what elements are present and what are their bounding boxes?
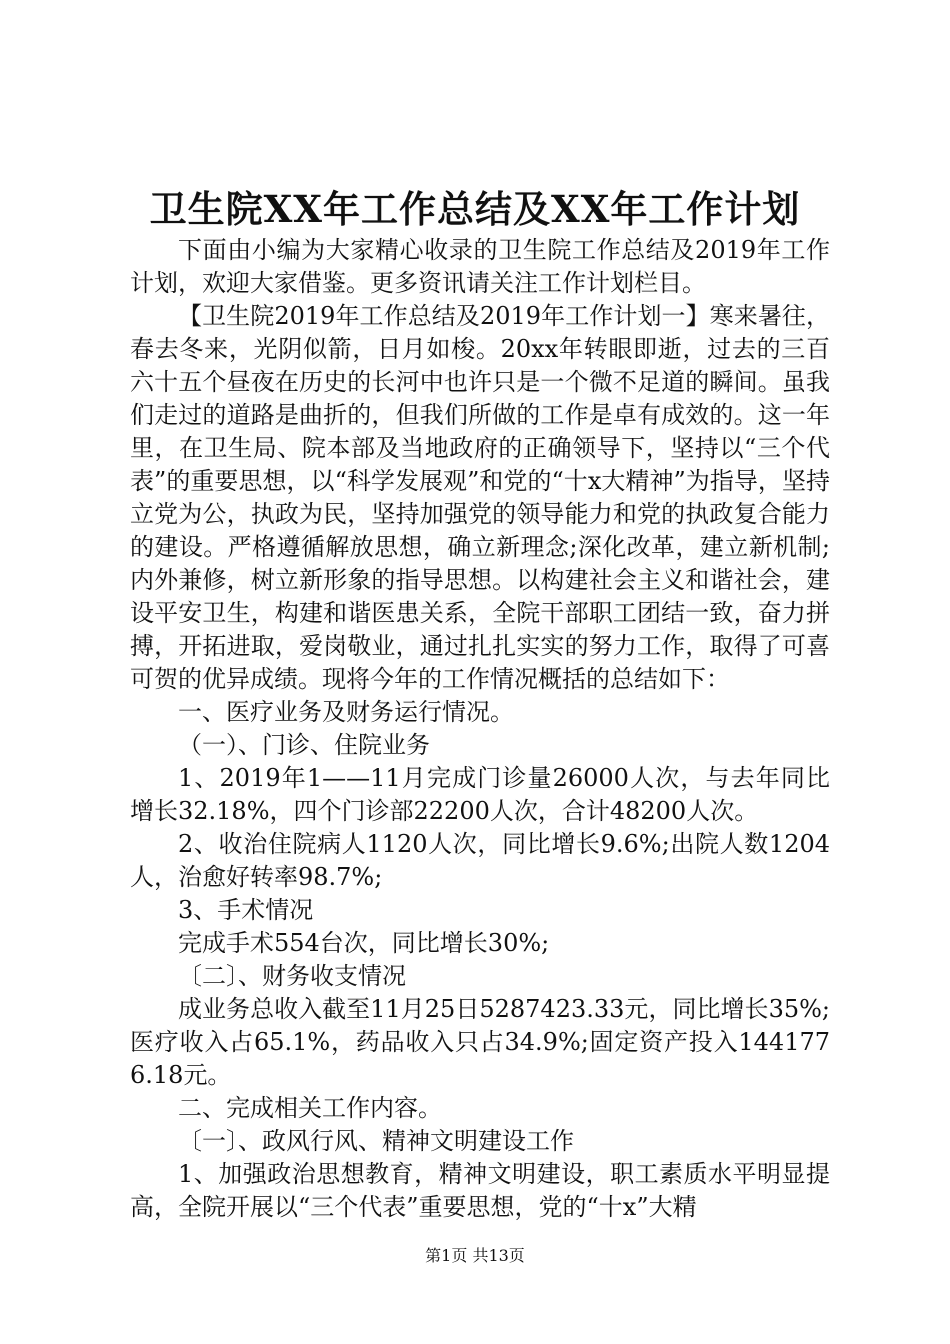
section-heading-2: 二、完成相关工作内容。 <box>178 1094 442 1122</box>
paragraph-finance: 成业务总收入截至11月25日5287423.33元，同比增长35%;医疗收入占65.1%，药品收入只占34.9%;固定资产投入1441776.18元。 <box>130 995 830 1089</box>
paragraph-outpatient: 1、2019年1——11月完成门诊量26000人次，与去年同比增长32.18%，四个门诊部22200人次，合计48200人次。 <box>130 764 830 825</box>
paragraph-inpatient: 2、收治住院病人1120人次，同比增长9.6%;出院人数1204人，治愈好转率98.7%; <box>130 830 830 891</box>
document-title: 卫生院XX年工作总结及XX年工作计划 <box>149 187 801 231</box>
subsection-heading-2-1: 〔一〕、政风行风、精神文明建设工作 <box>178 1127 574 1155</box>
paragraph-intro: 下面由小编为大家精心收录的卫生院工作总结及2019年工作计划，欢迎大家借鉴。更多资讯请关注工作计划栏目。 <box>130 236 830 297</box>
paragraph-plan-one: 【卫生院2019年工作总结及2019年工作计划一】寒来暑往，春去冬来，光阴似箭，日月如梭。20xx年转眼即逝，过去的三百六十五个昼夜在历史的长河中也许只是一个微不足道的瞬间。虽我们走过的道路是曲折的，但我们所做的工作是卓有成效的。这一年里，在卫生局、院本部及当地政府的正确领导下，坚持以“三个代表”的重要思想，以“科学发展观”和党的“十x大精神”为指导，坚持立党为公，执政为民，坚持加强党的领导能力和党的执政复合能力的建设。严格遵循解放思想，确立新理念;深化改革，建立新机制;内外兼修，树立新形象的指导思想。以构建社会主义和谐社会，建设平安卫生，构建和谐医患关系，全院干部职工团结一致，奋力拼搏，开拓进取，爱岗敬业，通过扎扎实实的努力工作，取得了可喜可贺的优异成绩。现将今年的工作情况概括的总结如下： <box>130 302 830 693</box>
section-heading-1: 一、医疗业务及财务运行情况。 <box>178 698 514 726</box>
item-surgery-heading: 3、手术情况 <box>178 896 314 924</box>
subsection-heading-1-2: 〔二〕、财务收支情况 <box>178 962 406 990</box>
paragraph-surgery: 完成手术554台次，同比增长30%; <box>178 929 550 957</box>
page-number-footer: 第1页 共13页 <box>425 1246 525 1265</box>
paragraph-political-education: 1、加强政治思想教育，精神文明建设，职工素质水平明显提高，全院开展以“三个代表”重要思想，党的“十x”大精 <box>130 1160 830 1221</box>
document-body <box>130 234 830 1224</box>
subsection-heading-1-1: （一）、门诊、住院业务 <box>178 731 430 759</box>
